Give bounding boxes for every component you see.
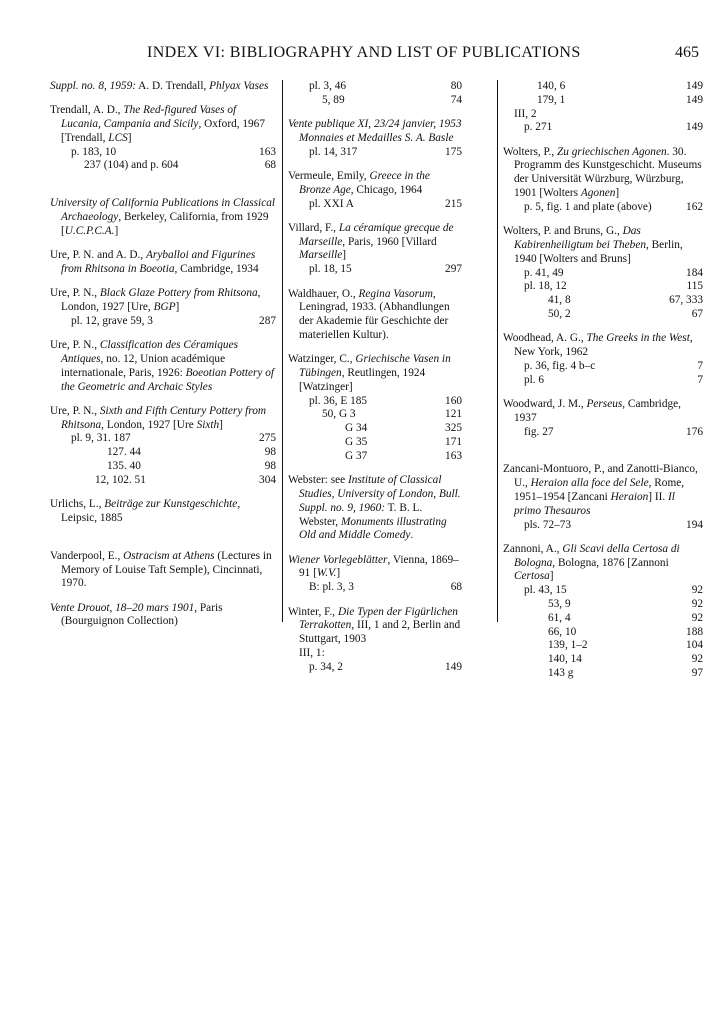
- reference-label: 41, 8: [548, 294, 571, 307]
- index-column-2: [288, 80, 462, 685]
- entry-citation: Vanderpool, E., Ostracism at Athens (Lectures in Memory of Louise Taft Semple), Cincinnati, 1970.: [50, 549, 272, 590]
- page-reference: 98: [264, 446, 276, 459]
- page-reference: 149: [686, 121, 703, 134]
- bibliography-entry: [50, 405, 276, 488]
- reference-row: [503, 667, 703, 681]
- column-divider-1: [282, 80, 283, 622]
- reference-label: G 34: [345, 422, 368, 435]
- bibliography-entry: [50, 80, 276, 94]
- reference-label: 140, 14: [548, 653, 582, 666]
- reference-label: fig. 27: [524, 425, 554, 438]
- reference-row: [503, 108, 703, 122]
- reference-label: 143 g: [548, 666, 574, 679]
- reference-row: [503, 121, 703, 135]
- entry-citation: Suppl. no. 8, 1959: A. D. Trendall, Phlyax Vases: [50, 80, 269, 92]
- page-reference: 304: [259, 473, 276, 486]
- reference-row: [50, 460, 276, 474]
- page-reference: 149: [686, 80, 703, 92]
- page-reference: 80: [450, 80, 462, 92]
- reference-label: p. 41, 49: [524, 266, 564, 279]
- reference-row: [288, 422, 462, 436]
- page-reference: 98: [264, 460, 276, 473]
- entry-citation: Ure, P. N., Classification des Céramiques Antiques, no. 12, Union académique internationale, Paris, 1926: Boeotian Pottery of the Geometric and Archaic Styles: [50, 339, 275, 393]
- reference-label: pl. 6: [524, 373, 545, 386]
- reference-label: pl. XXI A: [309, 197, 354, 210]
- reference-label: 66, 10: [548, 625, 577, 638]
- reference-row: [503, 519, 703, 533]
- page-reference: 97: [691, 666, 703, 679]
- reference-row: [503, 626, 703, 640]
- reference-row: [503, 280, 703, 294]
- reference-label: 237 (104) and p. 604: [84, 159, 179, 172]
- reference-row: [503, 584, 703, 598]
- bibliography-entry: [50, 550, 276, 591]
- page-reference: 287: [259, 314, 276, 327]
- bibliography-entry: [288, 474, 462, 543]
- page-reference: 7: [697, 373, 703, 386]
- reference-row: [288, 80, 462, 94]
- entry-citation: Villard, F., La céramique grecque de Marseille, Paris, 1960 [Villard Marseille]: [288, 221, 454, 262]
- reference-label: pl. 36, E 185: [309, 394, 368, 407]
- page-reference: 171: [445, 436, 462, 449]
- reference-label: pl. 18, 15: [309, 263, 352, 276]
- entry-citation: Trendall, A. D., The Red-figured Vases of Lucania, Campania and Sicily, Oxford, 1967 [Trendall, LCS]: [50, 104, 265, 144]
- bibliography-entry: [50, 602, 276, 630]
- page-reference: 215: [445, 197, 462, 210]
- bibliography-entry: [503, 80, 703, 135]
- page-reference: 162: [686, 200, 703, 213]
- reference-label: pls. 72–73: [524, 518, 572, 531]
- reference-row: [288, 450, 462, 464]
- reference-row: [503, 201, 703, 215]
- reference-row: [503, 653, 703, 667]
- page-reference: 176: [686, 425, 703, 438]
- bibliography-entry: [503, 332, 703, 387]
- page-reference: 92: [691, 584, 703, 597]
- entry-citation: Wiener Vorlegeblätter, Vienna, 1869–91 [W.V.]: [288, 553, 459, 580]
- reference-row: [50, 432, 276, 446]
- reference-label: III, 2: [514, 107, 537, 120]
- reference-label: p. 36, fig. 4 b–c: [524, 359, 596, 372]
- page-reference: 92: [691, 598, 703, 610]
- page-reference: 160: [445, 394, 462, 407]
- page-reference: 275: [259, 432, 276, 445]
- reference-row: [288, 581, 462, 595]
- reference-label: p. 5, fig. 1 and plate (above): [524, 200, 652, 213]
- page-reference: 188: [686, 625, 703, 638]
- reference-row: [288, 647, 462, 661]
- reference-row: [50, 474, 276, 488]
- reference-label: 53, 9: [548, 598, 571, 610]
- page-reference: 194: [686, 518, 703, 531]
- reference-label: pl. 12, grave 59, 3: [71, 314, 153, 327]
- entry-citation: Ure, P. N., Sixth and Fifth Century Pottery from Rhitsona, London, 1927 [Ure Sixth]: [50, 404, 267, 431]
- bibliography-entry: [50, 249, 276, 277]
- reference-label: p. 183, 10: [71, 145, 117, 158]
- reference-row: [50, 159, 276, 173]
- entry-citation: Winter, F., Die Typen der Figürlichen Terrakotten, III, 1 and 2, Berlin and Stuttgart, 1903: [288, 605, 461, 646]
- bibliography-entry: [288, 288, 462, 343]
- bibliography-entry: [503, 146, 703, 215]
- reference-row: [503, 294, 703, 308]
- reference-label: B: pl. 3, 3: [309, 581, 354, 594]
- index-column-3: [503, 80, 703, 691]
- reference-label: 12, 102. 51: [95, 473, 146, 486]
- page-reference: 175: [445, 145, 462, 158]
- entry-citation: Ure, P. N., Black Glaze Pottery from Rhitsona, London, 1927 [Ure, BGP]: [50, 287, 261, 314]
- reference-row: [503, 94, 703, 108]
- reference-label: 127. 44: [107, 446, 141, 459]
- reference-label: 139, 1–2: [548, 639, 588, 652]
- reference-row: [288, 395, 462, 409]
- page-header: [0, 40, 725, 70]
- entry-citation: Zannoni, A., Gli Scavi della Certosa di Bologna, Bologna, 1876 [Zannoni Certosa]: [503, 542, 680, 583]
- page-reference: 149: [445, 660, 462, 673]
- reference-label: 50, G 3: [322, 408, 356, 421]
- bibliography-entry: [288, 222, 462, 277]
- page-reference: 149: [686, 93, 703, 106]
- page-reference: 121: [445, 408, 462, 421]
- reference-label: 179, 1: [537, 93, 566, 106]
- bibliography-entry: [503, 225, 703, 322]
- bibliography-entry: [288, 554, 462, 595]
- reference-label: pl. 14, 317: [309, 145, 358, 158]
- entry-citation: Zancani-Montuoro, P., and Zanotti-Bianco, U., Heraion alla foce del Sele, Rome, 1951–1954 [Zancani Heraion] II. Il primo Thesauros: [503, 463, 698, 517]
- entry-citation: Woodhead, A. G., The Greeks in the West, New York, 1962: [503, 332, 693, 359]
- page-reference: 184: [686, 266, 703, 279]
- page-reference: 325: [445, 422, 462, 435]
- entry-citation: Waldhauer, O., Regina Vasorum, Leningrad, 1933. (Abhandlungen der Akademie für Geschichte der materiellen Kultur).: [288, 287, 450, 341]
- reference-row: [50, 446, 276, 460]
- entry-citation: Wolters, P. and Bruns, G., Das Kabirenheiligtum bei Theben, Berlin, 1940 [Wolters and Bruns]: [503, 225, 683, 265]
- page-reference: 92: [691, 611, 703, 624]
- reference-row: [503, 374, 703, 388]
- reference-row: [503, 612, 703, 626]
- bibliography-entry: [50, 197, 276, 238]
- reference-row: [288, 94, 462, 108]
- page-reference: 7: [697, 359, 703, 372]
- entry-citation: Ure, P. N. and A. D., Aryballoi and Figurines from Rhitsona in Boeotia, Cambridge, 1934: [50, 249, 259, 275]
- entry-citation: Woodward, J. M., Perseus, Cambridge, 1937: [503, 397, 681, 424]
- reference-row: [503, 80, 703, 94]
- page-reference: 115: [686, 280, 703, 293]
- reference-row: [503, 598, 703, 612]
- page-title: INDEX VI: BIBLIOGRAPHY AND LIST OF PUBLICATIONS: [147, 44, 581, 61]
- page-reference: 68: [450, 581, 462, 594]
- page-reference: 68: [264, 159, 276, 172]
- page-reference: 67: [691, 307, 703, 320]
- reference-row: [288, 661, 462, 675]
- reference-row: [288, 263, 462, 277]
- reference-label: p. 271: [524, 121, 553, 134]
- reference-row: [503, 267, 703, 281]
- bibliography-entry: [288, 170, 462, 211]
- bibliography-entry: [50, 287, 276, 328]
- bibliography-entry: [288, 80, 462, 108]
- page-reference: 67, 333: [669, 294, 703, 307]
- entry-citation: Webster: see Institute of Classical Studies, University of London, Bull. Suppl. no. 9, 1960: T. B. L. Webster, Monuments illustrating Old and Middle Comedy.: [288, 474, 461, 542]
- page-reference: 92: [691, 653, 703, 666]
- bibliography-entry: [503, 463, 703, 532]
- page-reference: 74: [450, 93, 462, 106]
- reference-label: p. 34, 2: [309, 660, 343, 673]
- index-column-1: [50, 80, 276, 640]
- reference-row: [288, 198, 462, 212]
- reference-row: [288, 146, 462, 160]
- reference-row: [503, 426, 703, 440]
- reference-row: [288, 436, 462, 450]
- reference-row: [288, 408, 462, 422]
- reference-label: 140, 6: [537, 80, 566, 92]
- reference-row: [503, 639, 703, 653]
- entry-citation: Watzinger, C., Griechische Vasen in Tübingen, Reutlingen, 1924 [Watzinger]: [288, 353, 451, 393]
- reference-row: [503, 360, 703, 374]
- reference-row: [50, 146, 276, 160]
- reference-label: pl. 3, 46: [309, 80, 347, 92]
- reference-label: 135. 40: [107, 460, 141, 473]
- entry-citation: Vente publique XI, 23/24 janvier, 1953 Monnaies et Medailles S. A. Basle: [288, 118, 462, 144]
- entry-citation: Wolters, P., Zu griechischen Agonen. 30. Programm des Kunstgeschicht. Museums der Universität Würzburg, Würzburg, 1901 [Wolters Agonen]: [503, 145, 702, 200]
- entry-citation: Urlichs, L., Beiträge zur Kunstgeschichte, Leipsic, 1885: [50, 498, 241, 524]
- reference-label: 5, 89: [322, 93, 345, 106]
- reference-label: G 35: [345, 436, 368, 449]
- entry-citation: University of California Publications in Classical Archaeology, Berkeley, California, from 1929 [U.C.P.C.A.]: [50, 197, 275, 237]
- bibliography-entry: [50, 339, 276, 394]
- page-reference: 163: [259, 145, 276, 158]
- reference-label: 50, 2: [548, 307, 571, 320]
- page-reference: 104: [686, 639, 703, 652]
- reference-label: 61, 4: [548, 611, 571, 624]
- reference-row: [50, 315, 276, 329]
- bibliography-entry: [288, 118, 462, 159]
- reference-row: [503, 308, 703, 322]
- reference-label: pl. 9, 31. 187: [71, 432, 131, 445]
- bibliography-entry: [503, 543, 703, 681]
- bibliography-entry: [503, 398, 703, 439]
- page-number: 465: [675, 44, 699, 61]
- reference-label: pl. 18, 12: [524, 280, 567, 293]
- column-divider-2: [497, 80, 498, 622]
- bibliography-entry: [288, 353, 462, 463]
- entry-citation: Vente Drouot, 18–20 mars 1901, Paris (Bourguignon Collection): [50, 601, 223, 628]
- reference-label: G 37: [345, 449, 368, 462]
- page-reference: 297: [445, 263, 462, 276]
- bibliography-entry: [288, 606, 462, 675]
- entry-citation: Vermeule, Emily, Greece in the Bronze Age, Chicago, 1964: [288, 169, 430, 196]
- reference-label: III, 1:: [299, 646, 325, 659]
- reference-label: pl. 43, 15: [524, 584, 567, 597]
- bibliography-entry: [50, 498, 276, 526]
- bibliography-entry: [50, 104, 276, 173]
- page-reference: 163: [445, 449, 462, 462]
